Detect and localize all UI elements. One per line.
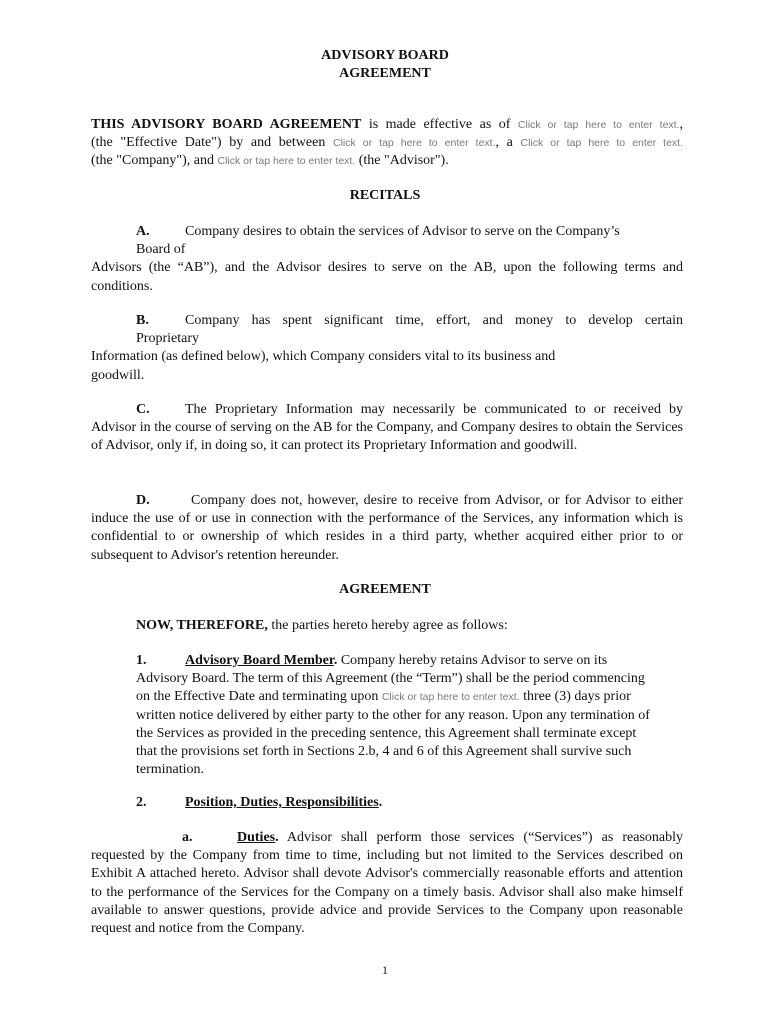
- recital-d: D. Company does not, however, desire to receive from Advisor, or for Advisor to either induce the use of or use in connection with the performance of the Services, any information which is confidential to or ownership of which resides in a third party, whether acquired either prior to or subsequent to Advisor's retention hereunder.: [91, 493, 683, 563]
- document-title: [0, 47, 770, 83]
- section-1-number: 1.: [136, 653, 147, 668]
- recital-c: C. The Proprietary Information may necessarily be communicated to or received by Advisor in the course of serving on the AB for the Company, and Company desires to obtain the Services of Advisor, only if, in doing so, it can protect its Proprietary Information and goodwill.: [91, 402, 683, 454]
- termination-date-field[interactable]: Click or tap here to enter text.: [381, 691, 520, 704]
- recital-c-label: C.: [136, 402, 150, 417]
- recital-b: B. Company has spent significant time, effort, and money to develop certain Proprietary Information (as defined below), which Company considers vital to its business and goodwill.: [91, 313, 683, 383]
- section-2a: a. Duties. Advisor shall perform those services (“Services”) as reasonably requested by the Company from time to time, including but not limited to the Services described on Exhibit A attached hereto. Advisor shall devote Advisor's commercially reasonable efforts and attention to the performance of the Services for the Company on a timely basis. Advisor shall also make himself available to answer questions, provide advice and provide Services to the Company upon reasonable request and notice from the Company.: [91, 830, 683, 937]
- title-line-1: ADVISORY BOARD: [321, 48, 449, 63]
- recital-a-label: A.: [136, 224, 150, 239]
- recital-d-label: D.: [136, 493, 150, 508]
- section-2-number: 2.: [136, 795, 147, 810]
- intro-lead: THIS ADVISORY BOARD AGREEMENT: [91, 117, 362, 132]
- section-2-heading: Position, Duties, Responsibilities: [185, 795, 379, 810]
- effective-date-field[interactable]: Click or tap here to enter text.: [517, 119, 680, 131]
- section-1-heading: Advisory Board Member: [185, 653, 334, 668]
- recital-b-label: B.: [136, 313, 149, 328]
- advisor-name-field[interactable]: Click or tap here to enter text.: [217, 155, 356, 168]
- agreement-heading: AGREEMENT: [339, 582, 431, 597]
- section-2a-label: a.: [182, 830, 193, 845]
- title-line-2: AGREEMENT: [339, 66, 431, 81]
- page-number: 1: [382, 963, 388, 977]
- section-1: 1. Advisory Board Member. Company hereby retains Advisor to serve on its Advisory Board. The term of this Agreement (the “Term”) shall be the period commencing on the Effective Date and terminating upon Click or tap here to enter text. three (3) days prior written notice delivered by either party to the other for any reason. Upon any termination of the Services as provided in the preceding sentence, this Agreement shall terminate except that the provisions set forth in Sections 2.b, 4 and 6 of this Agreement shall survive such termination.: [136, 653, 650, 778]
- intro-paragraph: THIS ADVISORY BOARD AGREEMENT is made effective as of Click or tap here to enter text., (the "Effective Date") by and between Click or tap here to enter text., a Click or tap here to enter text. (the "Company"), and Click or tap here to enter text. (the "Advisor").: [91, 117, 684, 169]
- now-therefore: NOW, THEREFORE, the parties hereto hereby agree as follows:: [136, 618, 508, 633]
- company-name-field[interactable]: Click or tap here to enter text.: [332, 137, 496, 150]
- company-type-field[interactable]: Click or tap here to enter text.: [520, 137, 684, 150]
- recital-a: A. Company desires to obtain the services of Advisor to serve on the Company’s Board of Advisors (the “AB”), and the Advisor desires to serve on the AB, upon the following terms and conditions.: [91, 224, 683, 294]
- section-2a-heading: Duties: [237, 830, 276, 845]
- recitals-heading: RECITALS: [349, 188, 421, 203]
- section-2: 2. Position, Duties, Responsibilities.: [136, 794, 656, 812]
